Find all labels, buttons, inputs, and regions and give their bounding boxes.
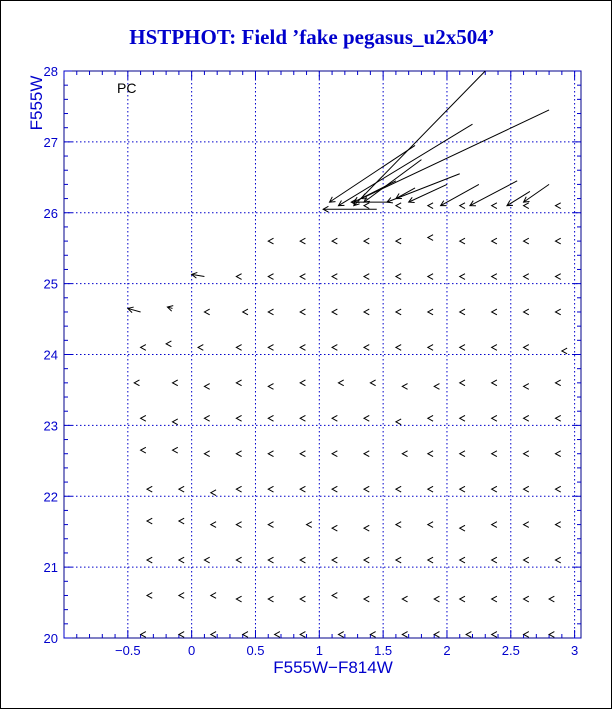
vector-arrowhead [332,238,337,244]
vector-arrowhead [268,274,273,280]
vector-arrowhead [204,557,209,563]
vector-arrowhead [134,380,139,386]
vector-arrowhead [332,274,337,280]
vector-arrowhead [396,419,401,425]
vector-arrowhead [364,451,369,457]
vector-arrowhead [434,632,439,638]
vector-arrowhead [434,596,439,602]
vector-arrowhead [300,380,305,386]
vector-arrowhead [370,632,375,638]
vector-arrowhead [364,596,369,602]
vector-arrowhead [211,632,216,638]
x-tick-labels [115,643,578,658]
vector-arrowhead [268,451,273,457]
vector-arrowhead [524,451,529,457]
gridlines [64,71,581,638]
vector-arrowhead [428,345,433,351]
vector-arrowhead [268,415,273,421]
vector-arrowhead [364,309,369,315]
vector-arrowhead [243,309,248,315]
vector-arrowhead [147,557,152,563]
vector-arrowhead [492,451,497,457]
vector-arrowhead [460,525,465,531]
vector-arrowhead [460,557,465,563]
y-tick-label: 27 [43,134,58,150]
vector-arrowhead [492,345,497,351]
vector-arrowhead [300,451,305,457]
vector-arrowhead [428,235,433,241]
vector-arrowhead [364,203,369,209]
vector-arrowhead [460,380,465,386]
vector-arrowhead [166,341,171,347]
vector-arrowhead [524,345,529,351]
vector-arrowhead [396,203,401,209]
vector-arrowhead [428,486,433,492]
vector-arrowhead [338,380,343,386]
vector-arrowhead [402,596,407,602]
vector-arrowhead [236,596,241,602]
vector-arrowhead [524,522,529,528]
vector-arrowhead [300,596,305,602]
x-tick-label: 1 [315,643,323,658]
vector-arrowhead [396,486,401,492]
vector-arrowhead [524,596,529,602]
vector-arrowhead [492,486,497,492]
vector-arrowhead [370,380,375,386]
y-axis-label: F555W [27,75,46,131]
vector-arrowhead [173,380,178,386]
vector-arrowhead [364,415,369,421]
vector-arrowhead [524,384,529,390]
vector-arrowhead [275,632,280,638]
y-tick-label: 26 [43,205,58,221]
vector-arrowhead [460,345,465,351]
vector-arrowhead [300,345,305,351]
vector-arrowhead [396,345,401,351]
vector-arrowhead [179,593,184,599]
vector-arrowhead [428,557,433,563]
vector-arrowhead [460,309,465,315]
vector-arrowhead [236,557,241,563]
vector-arrowhead [402,384,407,390]
vector-arrowhead [204,451,209,457]
vector-arrowhead [555,309,560,315]
vector-arrowhead [492,596,497,602]
vector-arrowhead [236,451,241,457]
y-tick-label: 23 [43,418,58,434]
axis-ticks [64,71,581,638]
vector-arrowhead [300,274,305,280]
vector-arrowhead [332,486,337,492]
vector-arrowhead [549,596,554,602]
y-tick-label: 22 [43,489,58,505]
vector-arrowhead [268,384,273,390]
vector-arrowhead [179,486,184,492]
vector-arrowhead [364,274,369,280]
vector-arrowhead [396,238,401,244]
vector-arrowhead [300,309,305,315]
vector-arrowhead [141,632,146,638]
x-tick-label: 2 [443,643,451,658]
vector-arrowhead [364,486,369,492]
vector-line [354,71,485,206]
vector-arrowhead [141,447,146,453]
vector-arrowhead [338,632,343,638]
vector-arrowhead [524,632,529,638]
vector-arrowhead [300,415,305,421]
vector-arrowhead [364,238,369,244]
x-tick-label: 1.5 [374,643,393,658]
vector-arrowhead [268,522,273,528]
vector-arrowhead [147,486,152,492]
vector-arrowhead [555,522,560,528]
vector-arrowhead [524,557,529,563]
vector-arrowhead [179,518,184,524]
vector-arrowhead [555,557,560,563]
vector-arrowhead [492,522,497,528]
x-tick-label: 0.5 [246,643,265,658]
vector-arrowhead [460,486,465,492]
vector-arrowhead [268,596,273,602]
vector-arrowhead [332,345,337,351]
vector-arrowhead [332,415,337,421]
y-tick-label: 20 [43,631,58,646]
vector-arrowhead [492,415,497,421]
vector-arrowhead [460,203,465,209]
vector-arrowhead [243,632,248,638]
vector-arrowhead [428,309,433,315]
vector-arrowhead [204,309,209,315]
vector-arrowhead [396,309,401,315]
vector-arrowhead [460,596,465,602]
vector-arrowhead [396,274,401,280]
vector-arrowhead [147,593,152,599]
vector-arrowhead [402,632,407,638]
vector-arrowhead [492,203,497,209]
vector-arrowhead [428,203,433,209]
x-tick-label: 0 [188,643,196,658]
vector-arrowhead [524,238,529,244]
vector-arrowhead [555,380,560,386]
vector-arrowhead [173,447,178,453]
vector-arrowhead [268,345,273,351]
x-tick-label: −0.5 [114,643,141,658]
vector-arrowhead [555,238,560,244]
vector-arrowhead [300,632,305,638]
vector-arrowhead [460,415,465,421]
vector-arrowhead [555,415,560,421]
vector-arrowhead [141,345,146,351]
vector-arrowhead [268,238,273,244]
vector-arrowhead [524,486,529,492]
vector-arrowhead [555,203,560,209]
vector-arrowhead [236,486,241,492]
vector-arrowhead [396,522,401,528]
vector-arrowhead [555,451,560,457]
vector-arrowhead [236,415,241,421]
vector-arrowhead [492,380,497,386]
y-tick-label: 25 [43,276,58,292]
y-tick-labels [44,64,58,646]
vector-arrowhead [428,274,433,280]
vector-line [361,110,549,199]
vector-arrowhead [555,486,560,492]
vector-arrowhead [492,632,497,638]
vector-arrowhead [492,274,497,280]
vector-arrowhead [211,490,216,496]
vector-arrowhead [330,197,336,202]
vector-arrowhead [198,345,203,351]
vector-arrowhead [236,345,241,351]
vector-arrowhead [300,486,305,492]
vector-arrowhead [428,451,433,457]
vector-arrowhead [524,415,529,421]
vector-arrowhead [460,274,465,280]
plot-area-border [64,71,581,638]
vector-arrowhead [492,557,497,563]
vector-arrowhead [428,415,433,421]
vector-arrowhead [332,309,337,315]
vector-arrowhead [332,593,337,599]
vector-arrowhead [268,486,273,492]
vector-arrowhead [428,522,433,528]
chip-annotation: PC [117,80,137,96]
vector-arrowhead [307,522,312,528]
vector-arrowhead [236,274,241,280]
vector-arrowhead [555,274,560,280]
vector-arrowhead [460,451,465,457]
vector-arrowhead [141,415,146,421]
vector-arrowhead [300,557,305,563]
vector-arrowhead [396,557,401,563]
vector-arrowhead [236,522,241,528]
vector-arrowhead [204,384,209,390]
vector-arrowhead [402,451,407,457]
vector-arrowhead [300,238,305,244]
vector-arrowhead [268,309,273,315]
vector-arrowhead [524,309,529,315]
vector-arrowhead [524,197,530,202]
vector-arrowhead [460,238,465,244]
vector-arrowhead [364,345,369,351]
vector-arrowhead [562,348,567,354]
x-axis-label: F555W−F814W [273,658,393,677]
vector-line [396,188,415,199]
vector-arrowhead [364,525,369,531]
vector-arrowhead [332,525,337,531]
vector-arrowhead [179,632,184,638]
y-tick-label: 28 [43,64,58,79]
vector-arrowhead [492,309,497,315]
y-tick-label: 24 [43,347,58,363]
vector-arrowhead [466,632,471,638]
vector-arrowhead [211,522,216,528]
vector-line [470,181,517,206]
vector-arrowhead [549,632,554,638]
vector-arrowhead [179,557,184,563]
vector-arrowhead [434,384,439,390]
chart-title: HSTPHOT: Field ’fake pegasus_u2x504’ [129,25,495,49]
vector-line [441,184,479,205]
vector-arrowhead [204,415,209,421]
vector-arrowhead [524,203,529,209]
vector-arrowhead [211,593,216,599]
vector-arrowhead [332,451,337,457]
y-tick-label: 21 [43,560,58,576]
vector-arrowhead [332,557,337,563]
vector-arrowhead [524,274,529,280]
x-tick-label: 3 [571,643,579,658]
vector-arrowhead [236,380,241,386]
x-tick-label: 2.5 [501,643,520,658]
vector-arrowhead [268,557,273,563]
vector-arrowhead [492,238,497,244]
vector-arrowhead [173,419,178,425]
vector-line [409,184,447,202]
vector-arrowhead [147,518,152,524]
vector-arrowhead [364,557,369,563]
